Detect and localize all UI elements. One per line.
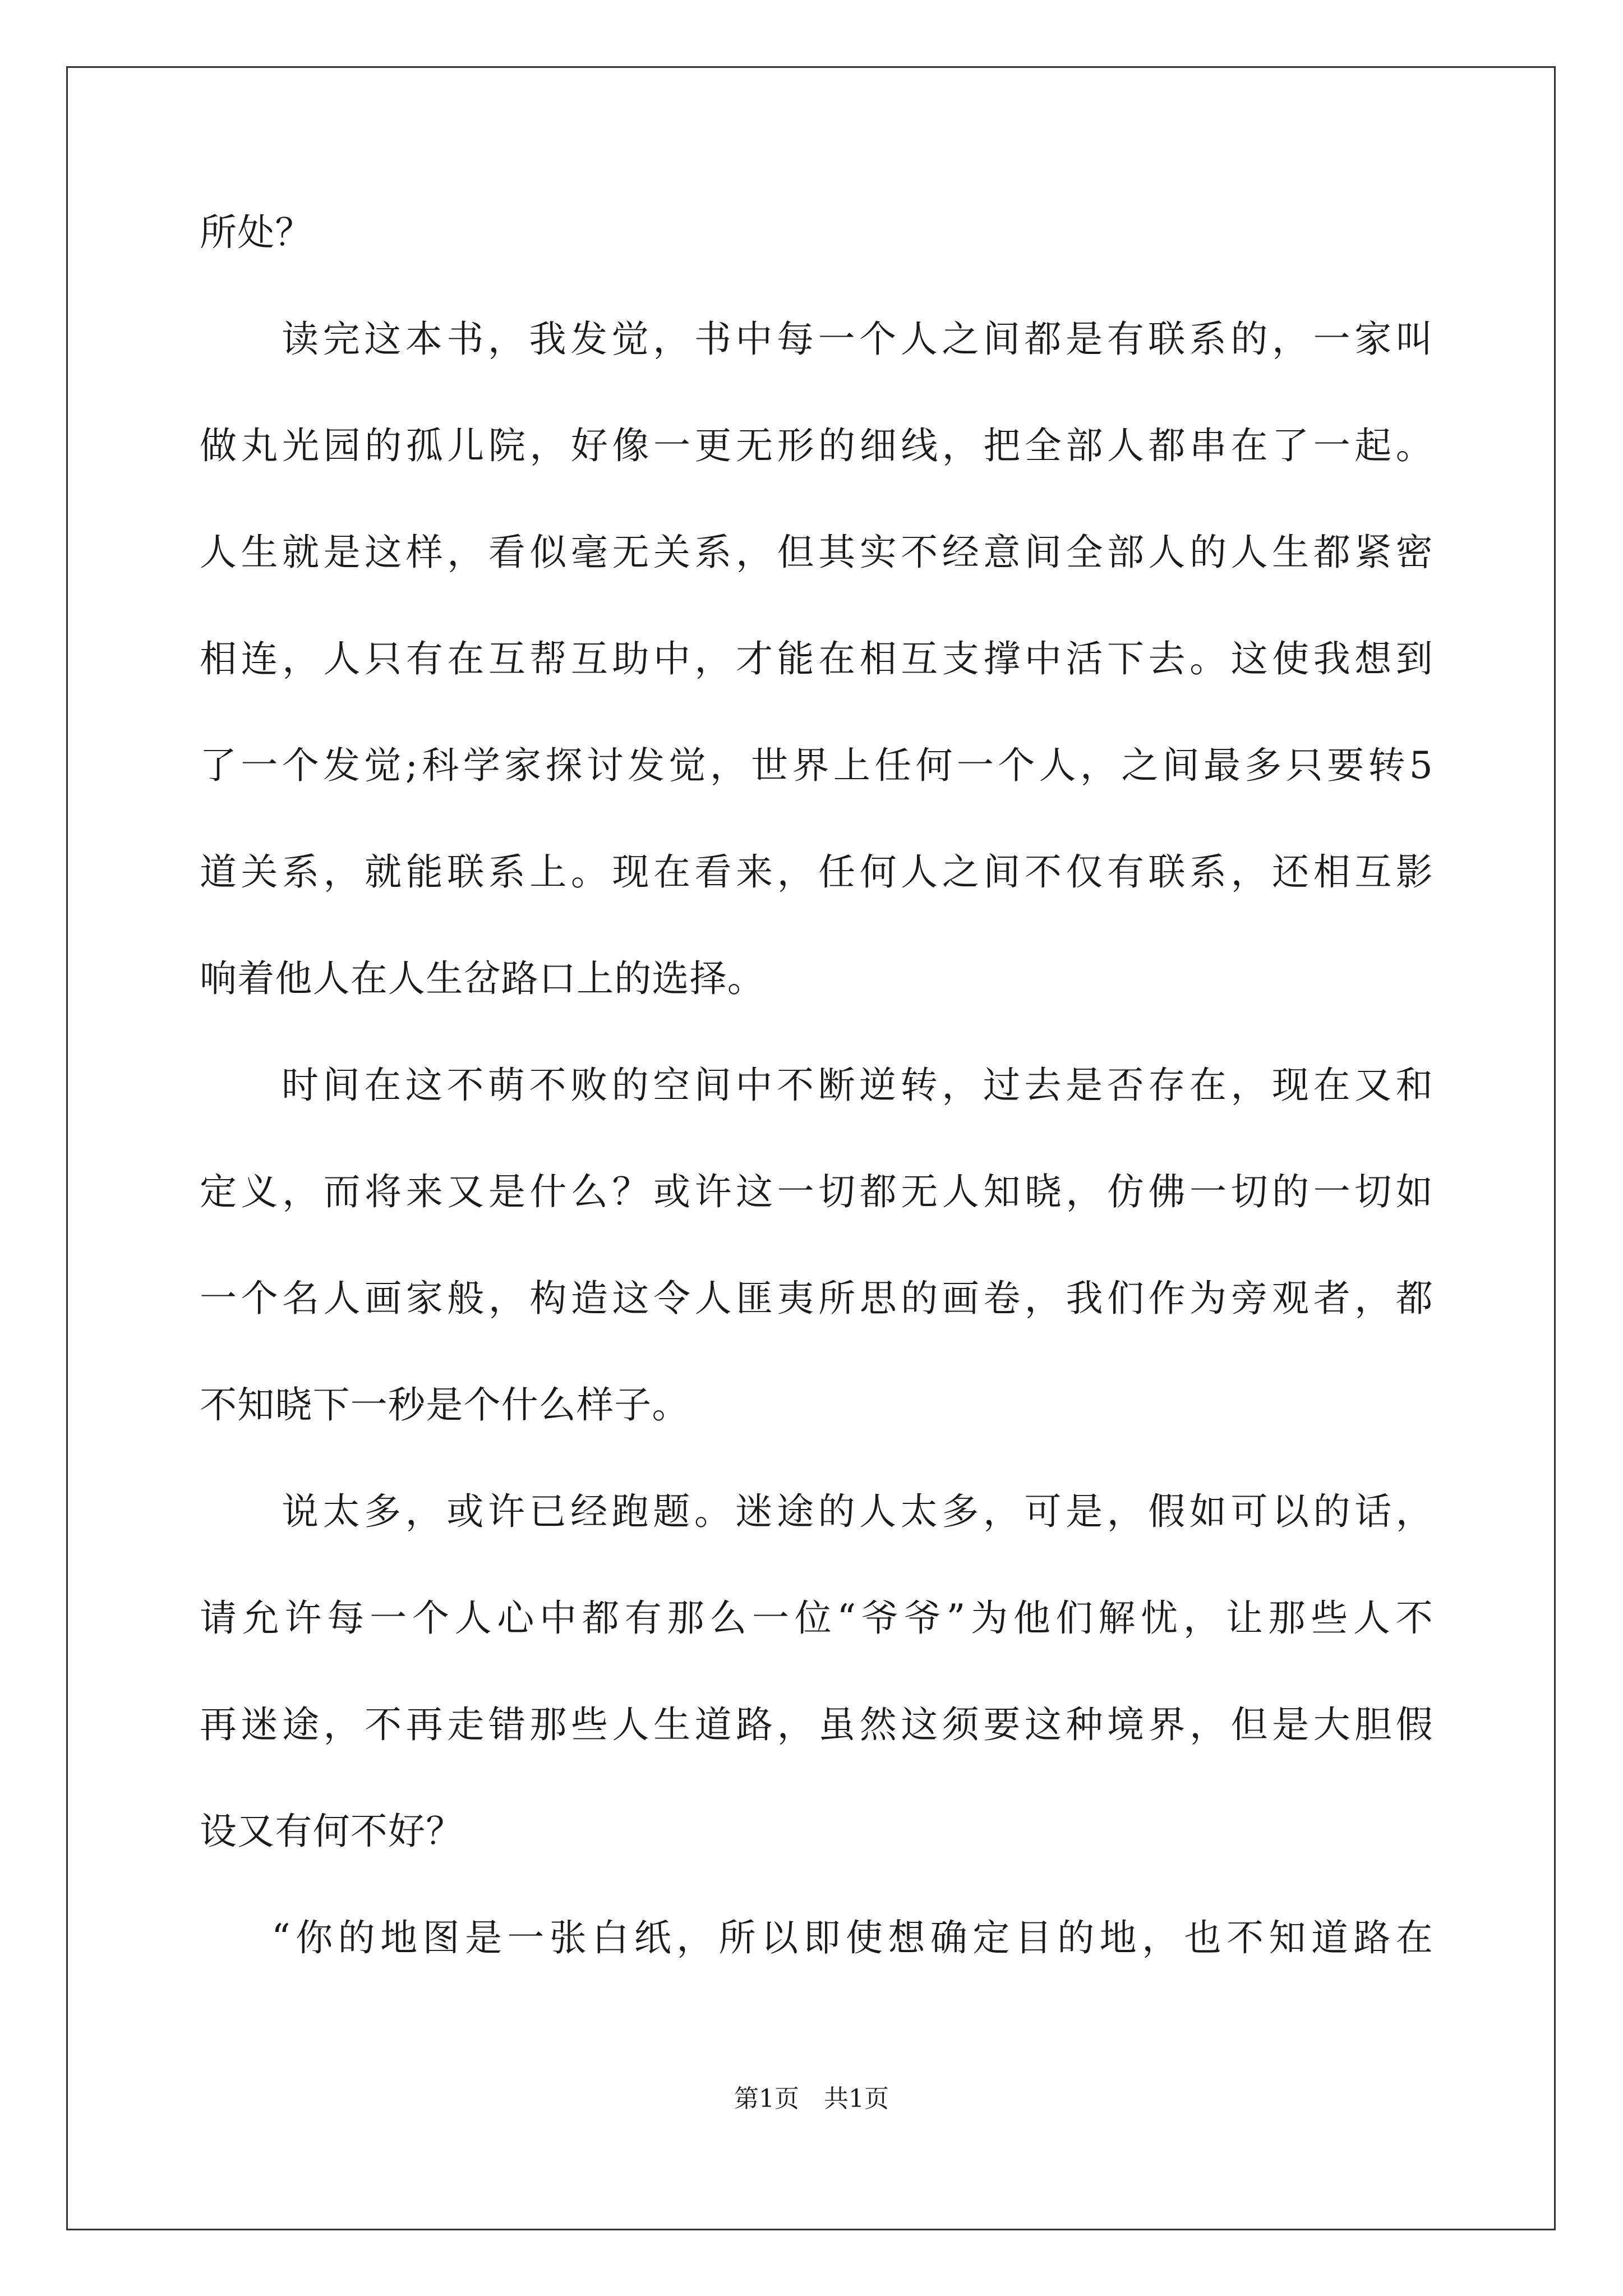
text-line: 一个名人画家般，构造这令人匪夷所思的画卷，我们作为旁观者，都 <box>200 1277 1433 1320</box>
page-frame <box>66 66 1556 2230</box>
text-line: 了一个发觉;科学家探讨发觉，世界上任何一个人，之间最多只要转5 <box>200 744 1433 787</box>
text-line: 说太多，或许已经跑题。迷途的人太多，可是，假如可以的话， <box>282 1490 1433 1533</box>
text-line: 不知晓下一秒是个什么样子。 <box>200 1383 690 1427</box>
text-line: 定义，而将来又是什么？或许这一切都无人知晓，仿佛一切的一切如 <box>200 1170 1433 1213</box>
text-line: 请允许每一个人心中都有那么一位“爷爷”为他们解忧，让那些人不 <box>200 1596 1433 1640</box>
text-line: 所处？ <box>200 211 313 254</box>
text-line: 做丸光园的孤儿院，好像一更无形的细线，把全部人都串在了一起。 <box>200 424 1433 467</box>
text-line: 道关系，就能联系上。现在看来，任何人之间不仅有联系，还相互影 <box>200 850 1433 894</box>
text-line: 人生就是这样，看似毫无关系，但其实不经意间全部人的人生都紧密 <box>200 531 1433 574</box>
text-line: “你的地图是一张白纸，所以即使想确定目的地，也不知道路在 <box>271 1916 1433 1959</box>
text-line: 相连，人只有在互帮互助中，才能在相互支撑中活下去。这使我想到 <box>200 637 1433 680</box>
text-line: 时间在这不萌不败的空间中不断逆转，过去是否存在，现在又和 <box>282 1064 1433 1107</box>
text-line: 响着他人在人生岔路口上的选择。 <box>200 957 765 1000</box>
text-line: 读完这本书，我发觉，书中每一个人之间都是有联系的，一家叫 <box>282 318 1433 361</box>
text-line: 设又有何不好？ <box>200 1810 464 1853</box>
text-line: 再迷途，不再走错那些人生道路，虽然这须要这种境界，但是大胆假 <box>200 1703 1433 1746</box>
page-number-footer: 第1页 共1页 <box>734 2085 889 2113</box>
